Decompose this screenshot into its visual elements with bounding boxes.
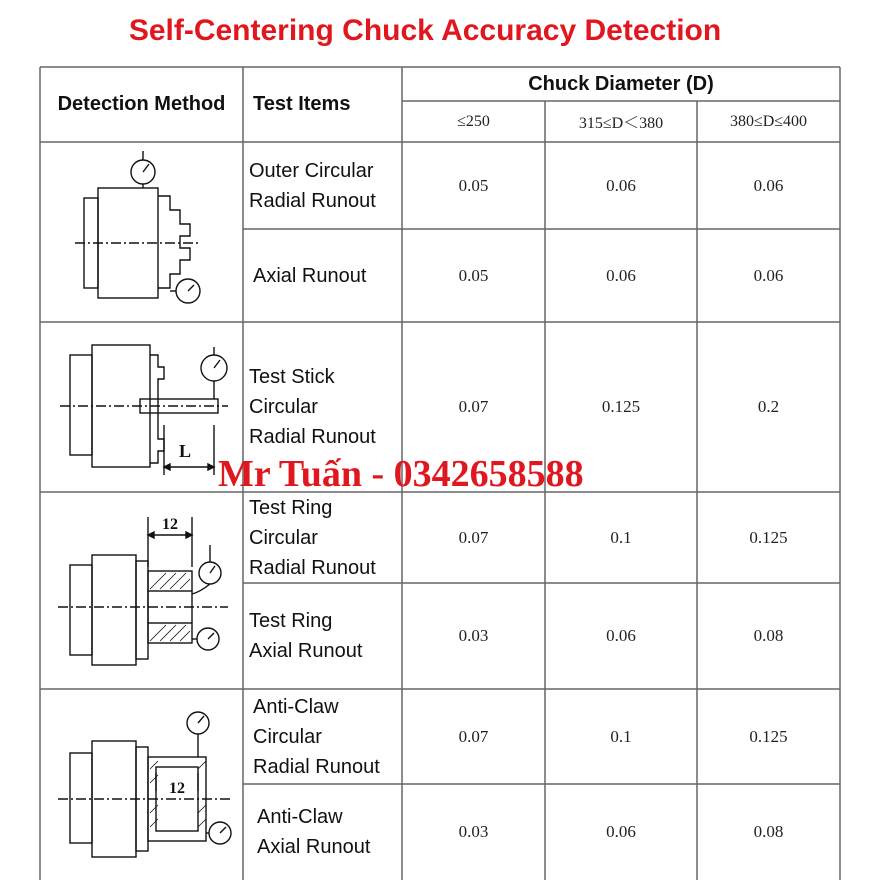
length-label: L	[178, 441, 192, 461]
header-range-3: 380≤D≤400	[729, 112, 808, 130]
value-cell: 0.07	[458, 527, 489, 547]
value-cell: 0.06	[606, 626, 636, 645]
test-ring-diagram	[58, 505, 233, 677]
header-range-2: 315≤D＜380	[578, 115, 664, 132]
value-cell: 0.06	[753, 265, 784, 285]
value-cell: 0.125	[749, 726, 788, 746]
value-cell: 0.125	[749, 527, 788, 547]
value-cell: 0.08	[753, 822, 784, 841]
value-cell: 0.1	[610, 726, 632, 746]
test-item-line: Test Ring	[249, 496, 333, 519]
value-cell: 0.07	[458, 397, 489, 416]
header-detection-method: Detection Method	[57, 93, 226, 115]
test-item-cell	[243, 784, 402, 880]
value-cell: 0.03	[458, 822, 489, 841]
value-cell: 0.03	[458, 626, 489, 645]
test-item-cell	[243, 142, 402, 229]
value-cell: 0.125	[601, 397, 641, 416]
test-item-line: Test Stick	[249, 366, 335, 388]
value-cell: 0.1	[610, 527, 632, 547]
watermark-text: Mr Tuấn - 0342658588	[218, 453, 584, 495]
anti-claw-diagram	[58, 703, 238, 863]
value-cell: 0.06	[606, 265, 636, 285]
test-item-line: Axial Runout	[253, 264, 367, 287]
test-stick-diagram	[60, 335, 230, 485]
value-cell: 0.2	[757, 397, 780, 416]
test-item-line: Anti-Claw	[253, 695, 339, 718]
value-cell: 0.05	[458, 265, 489, 285]
test-item-line: Circular	[249, 396, 318, 418]
test-item-line: Outer Circular	[249, 159, 374, 182]
test-item-line: Radial Runout	[253, 755, 380, 778]
test-item-cell	[243, 229, 402, 322]
test-item-line: Radial Runout	[249, 189, 376, 212]
value-cell: 0.08	[753, 626, 784, 645]
test-item-line: Radial Runout	[249, 556, 376, 579]
value-cell: 0.06	[606, 175, 636, 195]
test-item-cell	[243, 689, 402, 784]
claw-width-label: 12	[169, 780, 185, 797]
page-title: Self-Centering Chuck Accuracy Detection	[128, 14, 722, 47]
ring-width-label: 12	[162, 516, 178, 533]
test-item-line: Radial Runout	[249, 426, 376, 448]
chuck-radial-runout-diagram	[70, 148, 220, 308]
test-item-cell	[243, 583, 402, 689]
header-test-items: Test Items	[253, 93, 351, 115]
test-item-line: Anti-Claw	[257, 806, 343, 828]
test-item-line: Axial Runout	[257, 836, 371, 858]
header-chuck-diameter: Chuck Diameter (D)	[528, 72, 714, 95]
test-item-line: Axial Runout	[249, 640, 363, 662]
value-cell: 0.06	[606, 822, 636, 841]
test-item-line: Test Ring	[249, 610, 333, 632]
test-item-line: Circular	[253, 725, 322, 748]
value-cell: 0.06	[753, 175, 784, 195]
value-cell: 0.05	[458, 175, 489, 195]
header-range-1: ≤250	[457, 112, 490, 130]
value-cell: 0.07	[458, 726, 489, 746]
test-item-line: Circular	[249, 526, 318, 549]
test-item-cell	[243, 492, 402, 583]
